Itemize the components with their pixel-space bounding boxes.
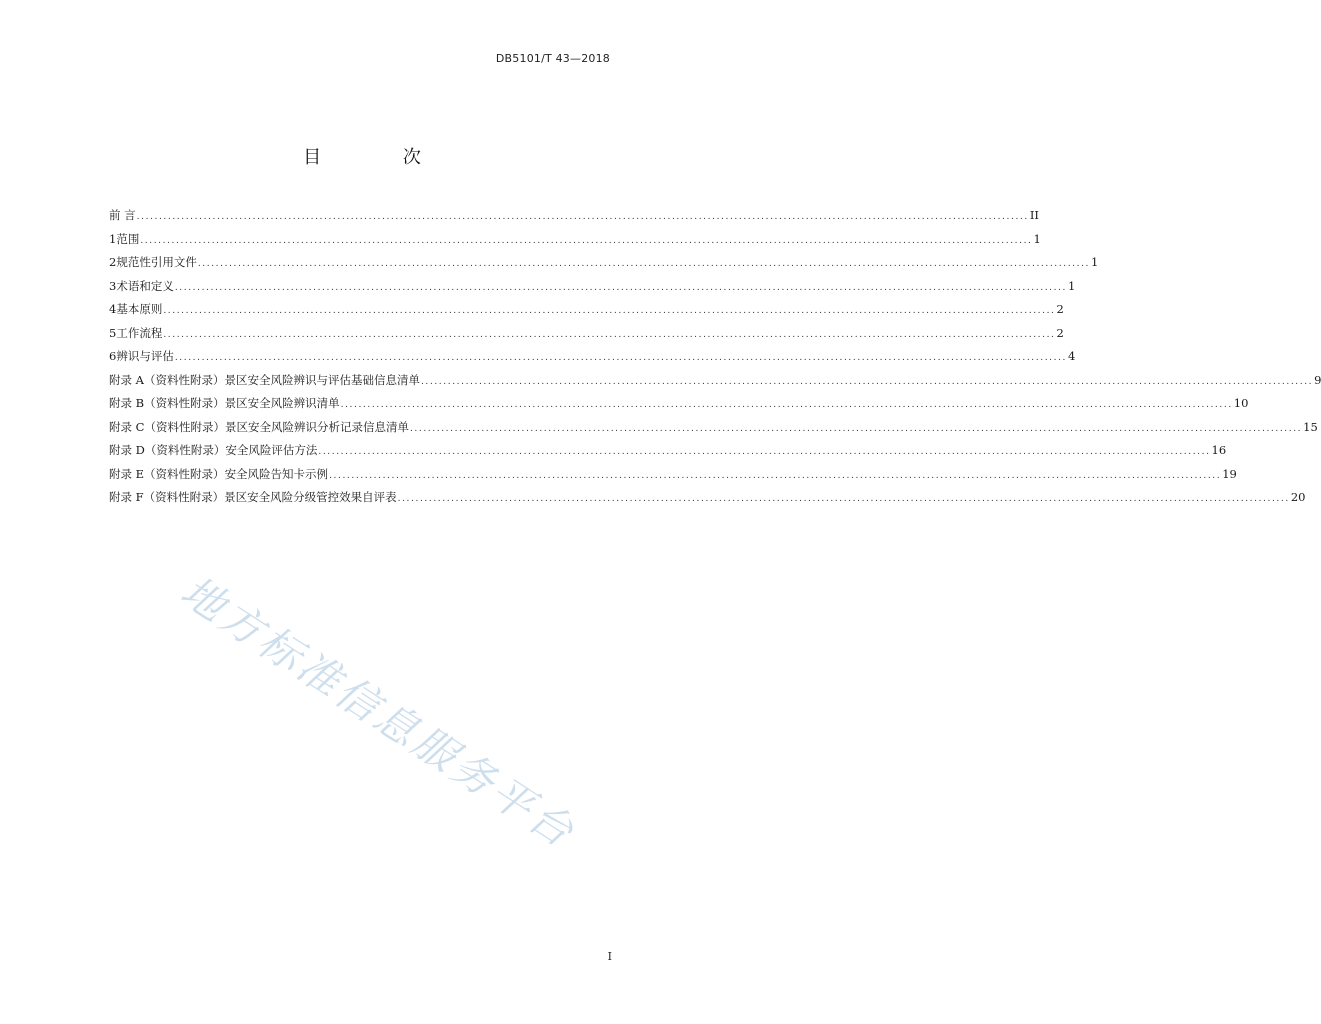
toc-entry-terms-definitions[interactable] [109, 278, 1076, 302]
toc-appendix-tag: 附录 A（资料性附录） [109, 372, 225, 387]
toc-entry-page: 9 [1314, 372, 1321, 387]
toc-leader-dots: ........................................................................................................................................................................................................ [340, 400, 1233, 410]
toc-entry-number: 1 [109, 231, 117, 246]
toc-entry-page: 1 [1091, 255, 1099, 269]
toc-entry-page: 1 [1068, 278, 1076, 293]
toc-entry-identification-assessment[interactable] [109, 348, 1076, 372]
toc-entry-workflow[interactable] [109, 325, 1064, 349]
toc-entry-page: 20 [1290, 490, 1306, 504]
toc-entry-page: 16 [1211, 443, 1227, 457]
toc-entry-page: 19 [1222, 466, 1237, 481]
toc-leader-dots: ........................................................................................................................................................................................................ [163, 306, 1056, 316]
toc-entry-page: 1 [1033, 231, 1041, 246]
toc-appendix-tag: 附录 D（资料性附录） [109, 443, 226, 457]
toc-leader-dots: ........................................................................................................................................................................................................ [140, 235, 1033, 246]
toc-entry-number: 5 [109, 325, 117, 340]
toc-title: 目 次 [303, 147, 459, 168]
toc-leader-dots: ........................................................................................................................................................................................................ [329, 470, 1222, 481]
toc-entry-label: 景区安全风险辨识分析记录信息清单 [224, 419, 409, 434]
toc-entry-number: 6 [109, 349, 117, 363]
watermark-text: 地方标准信息服务平台 [172, 566, 585, 858]
table-of-contents [109, 207, 1321, 513]
toc-entry-page: II [1029, 208, 1039, 222]
toc-leader-dots: ........................................................................................................................................................................................................ [174, 353, 1067, 363]
toc-entry-label: 基本原则 [116, 302, 163, 316]
toc-entry-page: 4 [1068, 349, 1076, 363]
toc-leader-dots: ........................................................................................................................................................................................................ [163, 329, 1056, 340]
toc-entry-label: 范围 [116, 231, 140, 246]
toc-entry-label: 前 言 [109, 208, 136, 222]
toc-appendix-tag: 附录 B（资料性附录） [109, 396, 225, 410]
page-number: I [607, 950, 612, 963]
toc-entry-appendix-d[interactable] [109, 442, 1227, 466]
toc-entry-page: 2 [1056, 302, 1064, 316]
toc-leader-dots: ........................................................................................................................................................................................................ [197, 259, 1090, 269]
toc-entry-page: 10 [1233, 396, 1249, 410]
toc-entry-label: 术语和定义 [116, 278, 174, 293]
toc-entry-page: 15 [1303, 419, 1318, 434]
toc-entry-foreword[interactable] [109, 207, 1039, 231]
toc-entry-appendix-e[interactable] [109, 466, 1237, 490]
toc-entry-page: 2 [1056, 325, 1064, 340]
toc-entry-label: 景区安全风险分级管控效果自评表 [224, 490, 397, 504]
toc-leader-dots: ........................................................................................................................................................................................................ [397, 494, 1290, 504]
toc-entry-label: 安全风险告知卡示例 [224, 466, 329, 481]
toc-entry-appendix-f[interactable] [109, 489, 1306, 513]
toc-leader-dots: ........................................................................................................................................................................................................ [174, 282, 1067, 293]
toc-leader-dots: ........................................................................................................................................................................................................ [409, 423, 1303, 434]
toc-entry-appendix-c[interactable] [109, 419, 1318, 443]
standard-code: DB5101/T 43—2018 [495, 52, 610, 65]
toc-entry-appendix-b[interactable] [109, 395, 1249, 419]
toc-leader-dots: ........................................................................................................................................................................................................ [136, 212, 1029, 222]
toc-leader-dots: ........................................................................................................................................................................................................ [318, 447, 1211, 457]
toc-entry-normative-references[interactable] [109, 254, 1099, 278]
toc-leader-dots: ........................................................................................................................................................................................................ [420, 376, 1314, 387]
toc-entry-label: 安全风险评估方法 [225, 443, 318, 457]
toc-entry-label: 工作流程 [116, 325, 163, 340]
toc-entry-label: 景区安全风险辨识与评估基础信息清单 [224, 372, 420, 387]
toc-entry-number: 2 [109, 255, 117, 269]
toc-entry-number: 3 [109, 278, 117, 293]
toc-entry-number: 4 [109, 302, 117, 316]
toc-appendix-tag: 附录 E（资料性附录） [109, 466, 225, 481]
toc-entry-label: 辨识与评估 [116, 349, 174, 363]
toc-entry-label: 景区安全风险辨识清单 [224, 396, 340, 410]
toc-entry-scope[interactable] [109, 231, 1041, 255]
toc-appendix-tag: 附录 F（资料性附录） [109, 490, 225, 504]
toc-entry-appendix-a[interactable] [109, 372, 1321, 396]
toc-entry-label: 规范性引用文件 [116, 255, 197, 269]
toc-appendix-tag: 附录 C（资料性附录） [109, 419, 225, 434]
toc-entry-basic-principles[interactable] [109, 301, 1064, 325]
